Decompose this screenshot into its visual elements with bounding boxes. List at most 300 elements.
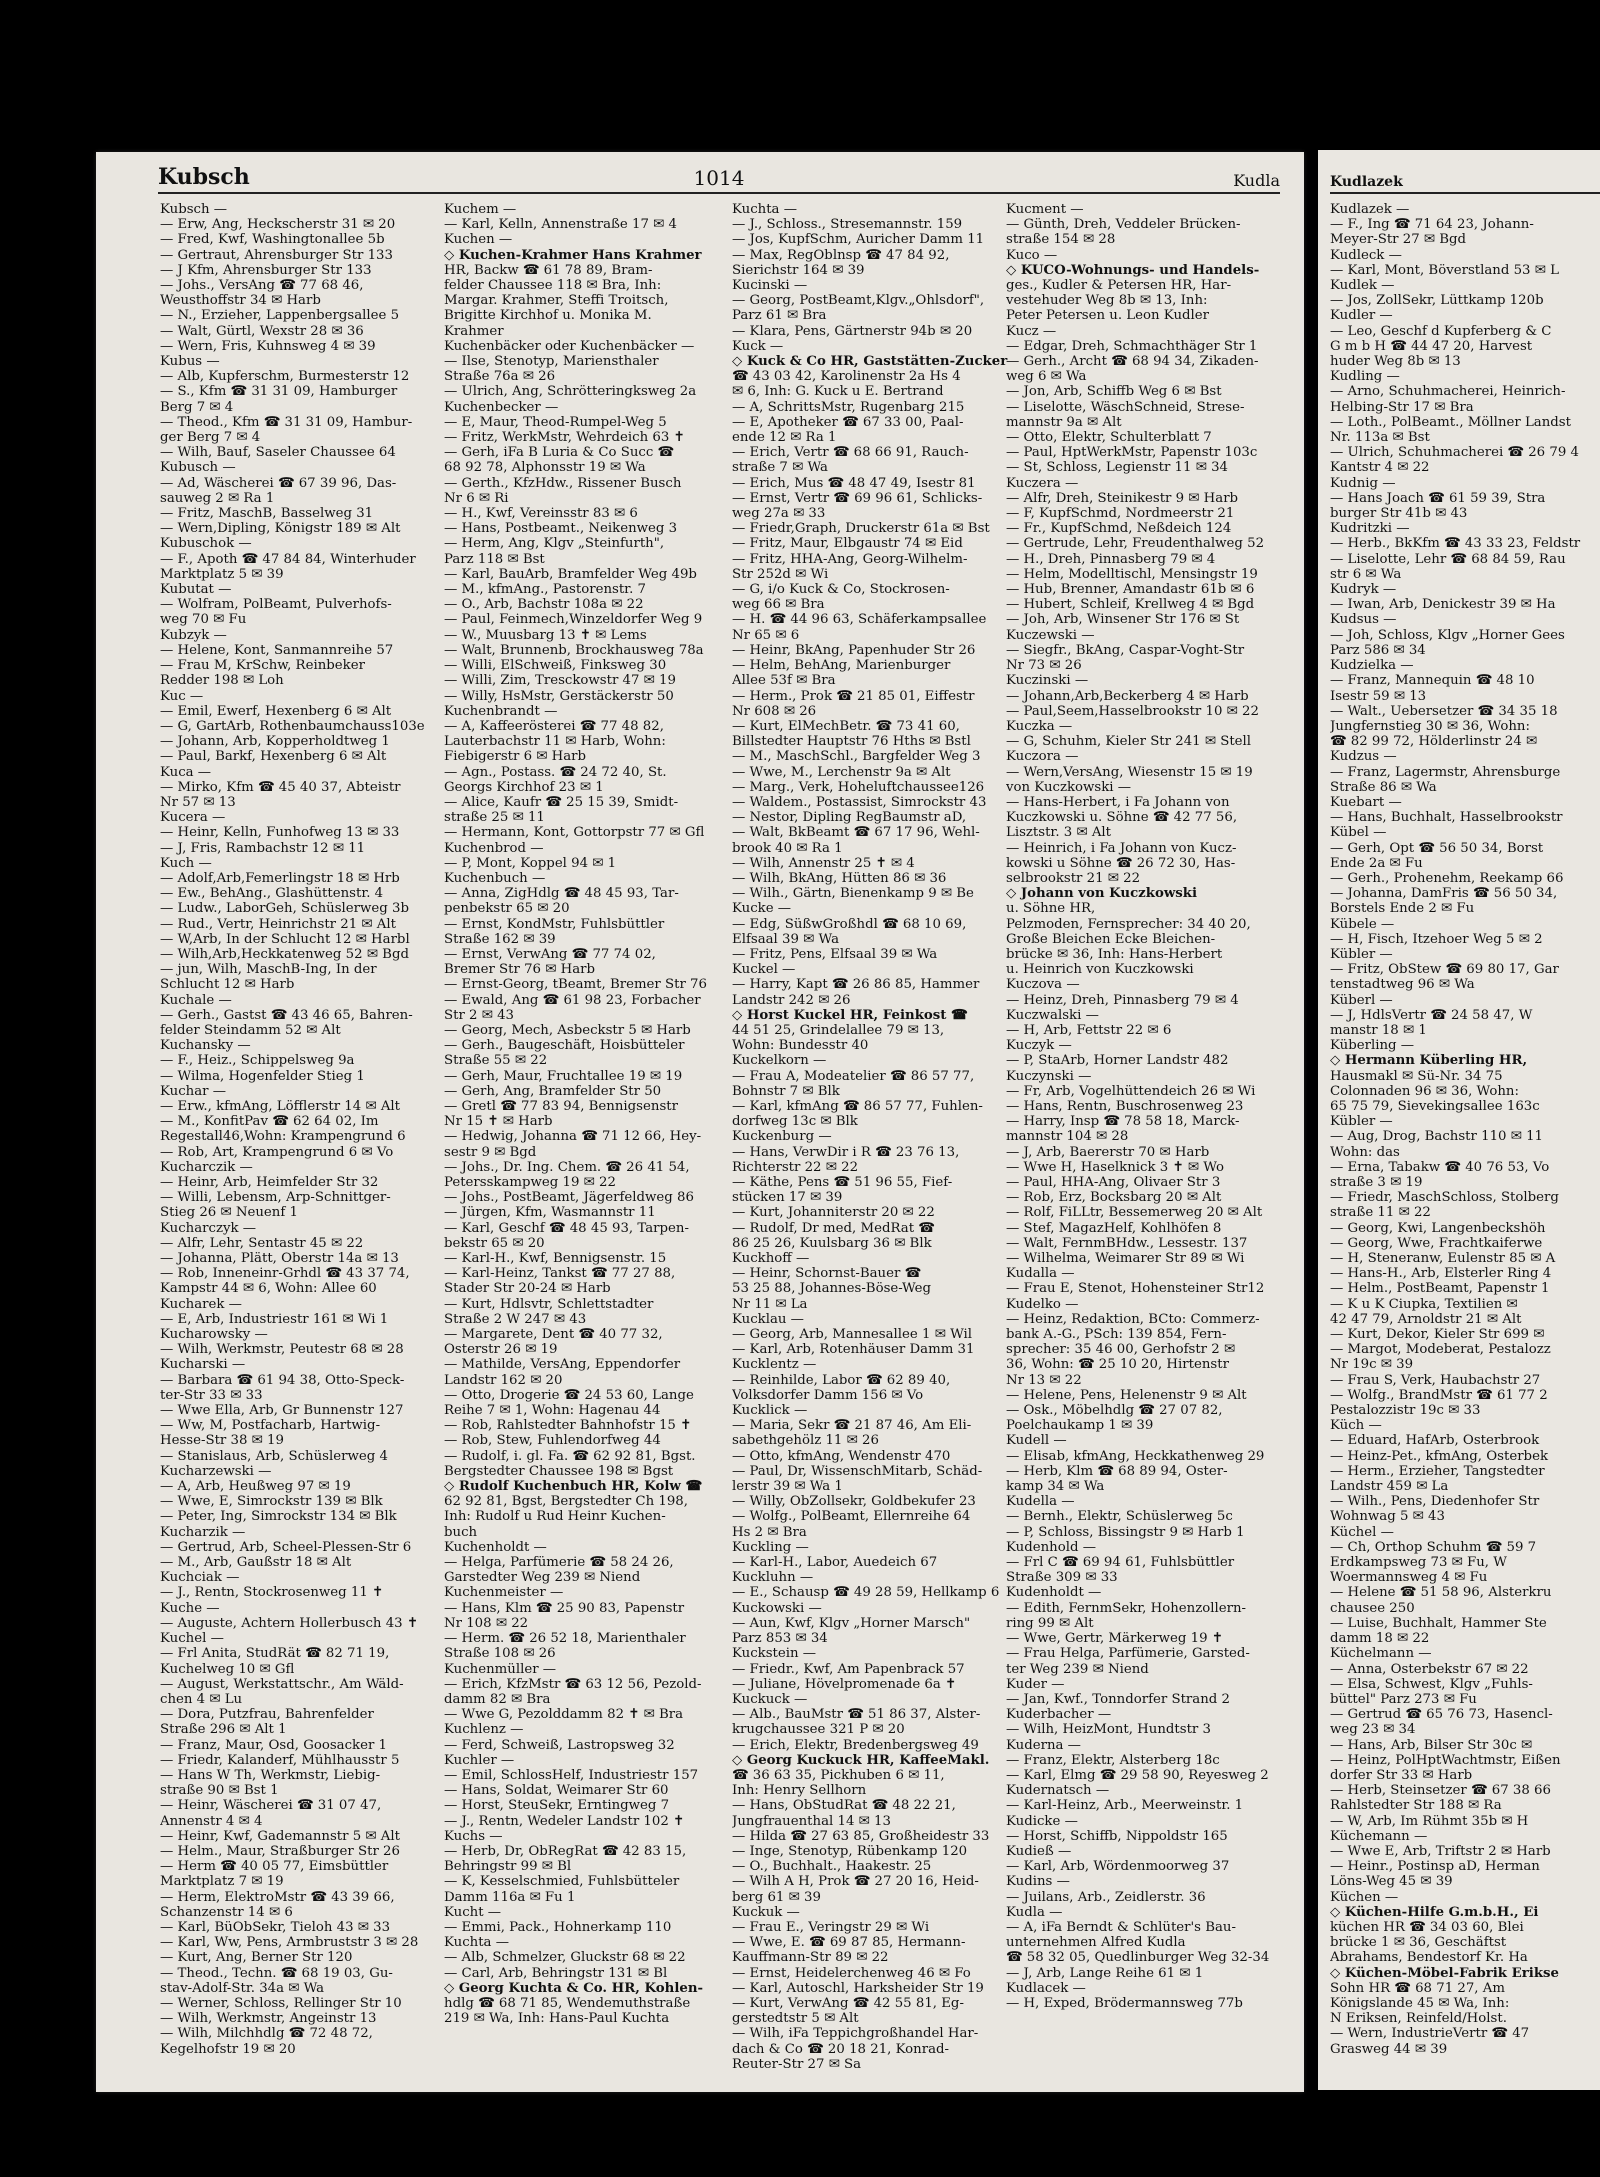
directory-entry-line: — Bernh., Elektr, Schüslerweg 5c [1006,1509,1233,1525]
directory-entry-line: Helbing-Str 17 ✉ Bra [1330,399,1474,415]
directory-entry-line: Berg 7 ✉ 4 [160,399,234,415]
directory-entry-line: — Ernst, KondMstr, Fuhlsbüttler [444,916,665,932]
directory-entry-line: — Paul, Dr, WissenschMitarb, Schäd- [732,1463,983,1479]
directory-entry-line: — Karl, Arb, Wördenmoorweg 37 [1006,1859,1230,1875]
directory-entry-line: Bremer Str 76 ✉ Harb [444,962,595,978]
directory-entry-line: Kubus — [160,354,220,370]
directory-entry-line: Pelzmoden, Fernsprecher: 34 40 20, [1006,916,1251,932]
directory-entry-line: — Georg, Mech, Asbeckstr 5 ✉ Harb [444,1022,691,1038]
directory-entry-line: Straße 55 ✉ 22 [444,1053,548,1069]
directory-entry-line: — Rudolf, i. gl. Fa. ☎ 62 92 81, Bgst. [444,1448,696,1464]
directory-entry-line: 42 47 79, Arnoldstr 21 ✉ Alt [1330,1311,1522,1327]
directory-entry-line: — Rob, Stew, Fuhlendorfweg 44 [444,1433,661,1449]
directory-entry-line: Kucera — [160,810,226,826]
directory-entry-line: — Eduard, HafArb, Osterbrook [1330,1433,1540,1449]
directory-entry-line: Kucklentz — [732,1357,817,1373]
directory-entry-line: — Willy, HsMstr, Gerstäckerstr 50 [444,688,674,704]
directory-entry-line: Kuckling — [732,1539,809,1555]
directory-entry-line: — Karl-Heinz, Arb., Meerweinstr. 1 [1006,1798,1244,1814]
directory-entry-line: Redder 198 ✉ Loh [160,673,284,689]
directory-entry-line: weg 27a ✉ 33 [732,506,826,522]
directory-entry-line: — Juilans, Arb., Zeidlerstr. 36 [1006,1889,1206,1905]
directory-entry-line: sabethgehölz 11 ✉ 26 [732,1433,879,1449]
directory-entry-line: ter Weg 239 ✉ Niend [1006,1661,1149,1677]
directory-entry-line: — Hubert, Schleif, Krellweg 4 ✉ Bgd [1006,597,1255,613]
directory-entry-line: — Willi, Lebensm, Arp-Schnittger- [160,1190,391,1206]
directory-entry-line: Kubzyk — [160,627,227,643]
directory-entry-line: Petersskampweg 19 ✉ 22 [444,1175,616,1190]
directory-entry-line: damm 18 ✉ 22 [1330,1631,1430,1647]
directory-entry-line: ◇ Horst Kuckel HR, Feinkost ☎ [732,1007,968,1023]
directory-entry-line: Kuchta — [732,202,798,217]
directory-entry-line: — H, Exped, Brödermannsweg 77b [1006,1995,1243,2011]
directory-entry-line: — Johanna, DamFris ☎ 56 50 34, [1330,886,1558,902]
directory-entry-line: — Peter, Ing, Simrockstr 134 ✉ Blk [160,1509,397,1525]
directory-entry-line: — Wolfg., BrandMstr ☎ 61 77 2 [1330,1387,1548,1403]
directory-entry-line: — E, Arb, Industriestr 161 ✉ Wi 1 [160,1311,389,1327]
directory-entry-line: Kuchta — [444,1935,510,1951]
directory-entry-line: — Wilh., Gärtn, Bienenkamp 9 ✉ Be [732,886,974,902]
directory-entry-line: — Georg, PostBeamt,Klgv.„Ohlsdorf", [732,293,985,309]
directory-entry-line: — Horst, Schiffb, Nippoldstr 165 [1006,1828,1228,1844]
directory-entry-line: — Wilh, HeizMont, Hundtstr 3 [1006,1722,1211,1738]
directory-entry-line: — Frl Anita, StudRät ☎ 82 71 19, [160,1646,390,1662]
directory-entry-line: — Hans, Arb, Bilser Str 30c ✉ [1330,1737,1533,1753]
directory-entry-line: — Wern, IndustrieVertr ☎ 47 [1330,2026,1530,2042]
directory-entry-line: Inh: Rudolf u Rud Heinr Kuchen- [444,1509,666,1525]
directory-entry-line: — Emmi, Pack., Hohnerkamp 110 [444,1919,672,1935]
directory-entry-line: — Max, RegOblnsp ☎ 47 84 92, [732,247,950,263]
directory-entry-line: Stader Str 20-24 ✉ Harb [444,1281,611,1297]
directory-entry-line: — Heinr, Wäscherei ☎ 31 07 47, [160,1798,382,1814]
directory-entry-line: Nr 11 ✉ La [732,1296,808,1312]
directory-entry-line: lerstr 39 ✉ Wa 1 [732,1479,843,1495]
directory-entry-line: Parz 61 ✉ Bra [732,308,827,324]
directory-entry-line: Kudlazek — [1330,202,1410,217]
directory-entry-line: — Hans, Klm ☎ 25 90 83, Papenstr [444,1600,685,1616]
directory-entry-line: — Helm, BehAng, Marienburger [732,658,951,674]
directory-entry-line: — Alb, Schmelzer, Gluckstr 68 ✉ 22 [444,1950,686,1966]
page-number: 1014 [693,166,745,190]
directory-entry-line: Kuchelweg 10 ✉ Gfl [160,1661,295,1677]
directory-entry-line: Reihe 7 ✉ 1, Wohn: Hagenau 44 [444,1403,661,1419]
directory-entry-line: — Georg, Wwe, Frachtkaiferwe [1330,1235,1543,1251]
directory-entry-line: — Rob, Inneneinr-Grhdl ☎ 43 37 74, [160,1266,410,1282]
directory-entry-line: — Heinz, Dreh, Pinnasberg 79 ✉ 4 [1006,992,1239,1008]
directory-entry-line: — Karl, Kelln, Annenstraße 17 ✉ 4 [444,217,677,233]
directory-entry-line: felder Steindamm 52 ✉ Alt [160,1022,341,1038]
directory-entry-line: Bohnstr 7 ✉ Blk [732,1083,840,1099]
directory-entry-line: Kucz — [1006,323,1057,339]
directory-entry-line: — Walt, Brunnenb, Brockhausweg 78a [444,642,704,658]
directory-entry-line: Kuckhoff — [732,1251,810,1267]
directory-entry-line: — Kurt, Ang, Berner Str 120 [160,1950,353,1966]
next-page-header [1330,162,1600,194]
directory-entry-line: Nr 19c ✉ 39 [1330,1357,1414,1373]
directory-entry-line: Nr. 113a ✉ Bst [1330,430,1430,446]
directory-entry-line: — Kurt, Dekor, Kieler Str 699 ✉ [1330,1327,1545,1343]
directory-entry-line: Kucharzik — [160,1524,246,1540]
directory-entry-line: Kudella — [1006,1494,1075,1510]
directory-entry-line: Kübel — [1330,825,1387,841]
directory-entry-line: — Mirko, Kfm ☎ 45 40 37, Abteistr [160,779,401,795]
directory-entry-line: — Wilh,Arb,Heckkatenweg 52 ✉ Bgd [160,946,409,962]
directory-entry-line: — Hermann, Kont, Gottorpstr 77 ✉ Gfl [444,825,705,841]
directory-entry-line: — Hans W Th, Werkmstr, Liebig- [160,1767,381,1783]
directory-entry-line: Kuchel — [160,1631,224,1647]
directory-entry-line: Straße 76a ✉ 26 [444,369,556,385]
directory-entry-line: — Rudolf, Dr med, MedRat ☎ [732,1220,935,1236]
directory-entry-line: straße 7 ✉ Wa [732,460,828,476]
directory-entry-line: brücke ✉ 36, Inh: Hans-Herbert [1006,946,1223,962]
directory-entry-line: 62 92 81, Bgst, Bergstedter Ch 198, [444,1494,688,1510]
directory-entry-line: — Gerh., Archt ☎ 68 94 34, Zikaden- [1006,354,1259,370]
directory-entry-line: — Karl, Mont, Böverstland 53 ✉ L [1330,262,1559,278]
directory-entry-line: — Gertrud, Arb, Scheel-Plessen-Str 6 [160,1539,412,1555]
directory-entry-line: ☎ 36 63 35, Pickhuben 6 ✉ 11, [732,1767,945,1783]
directory-entry-line: — Hub, Brenner, Amandastr 61b ✉ 6 [1006,582,1255,598]
directory-entry-line: Nr 108 ✉ 22 [444,1615,529,1631]
directory-entry-line: Nr 15 ✝ ✉ Harb [444,1114,553,1130]
directory-entry-line: — Karl, Autoschl, Harksheider Str 19 [732,1980,984,1996]
directory-entry-line: Str 252d ✉ Wi [732,566,829,582]
directory-entry-line: — Edgar, Dreh, Schmachthäger Str 1 [1006,338,1258,354]
directory-entry-line: Kauffmann-Str 89 ✉ 22 [732,1950,889,1966]
directory-entry-line: — Gerh, iFa B Luria & Co Succ ☎ [444,445,675,461]
directory-entry-line: Küchel — [1330,1524,1394,1540]
directory-entry-line: — Helene ☎ 51 58 96, Alsterkru [1330,1585,1552,1601]
directory-entry-line: — Gerth., KfzHdw., Rissener Busch [444,475,682,491]
directory-entry-line: Straße 162 ✉ 39 [444,931,556,947]
directory-entry-line: — A, iFa Berndt & Schlüter's Bau- [1006,1919,1236,1935]
directory-entry-line: — Johann, Arb, Kopperholdtweg 1 [160,734,390,750]
directory-entry-line: — August, Werkstattschr., Am Wäld- [160,1676,404,1692]
directory-entry-line: — Herm, ElektroMstr ☎ 43 39 66, [160,1889,395,1905]
directory-entry-line: — Liselotte, Lehr ☎ 68 84 59, Rau [1330,551,1566,567]
directory-entry-line: ger Berg 7 ✉ 4 [160,430,261,446]
directory-entry-line: — Hans, Soldat, Weimarer Str 60 [444,1783,669,1799]
directory-entry-line: stücken 17 ✉ 39 [732,1190,843,1206]
directory-entry-line: Kucment — [1006,202,1084,217]
directory-entry-line: Parz 853 ✉ 34 [732,1631,828,1647]
directory-entry-line: Kuckstein — [732,1646,817,1662]
directory-entry-line: — J., Rentn, Wedeler Landstr 102 ✝ [444,1813,685,1829]
directory-entry-line: Straße 2 W 247 ✉ 43 [444,1311,587,1327]
directory-entry-line: — Stef, MagazHelf, Kohlhöfen 8 [1006,1220,1222,1236]
directory-entry-line: brücke 1 ✉ 36, Geschäftst [1330,1935,1507,1951]
directory-entry-line: Kuchenbuch — [444,870,546,886]
directory-entry-line: — Herm., Prok ☎ 21 85 01, Eiffestr [732,688,975,704]
directory-entry-line: Elfsaal 39 ✉ Wa [732,931,839,947]
directory-entry-line: Kuckuck — [732,1691,808,1707]
directory-entry-line: Kudenholdt — [1006,1585,1102,1601]
directory-entry-line: — Alfr, Dreh, Steinikestr 9 ✉ Harb [1006,490,1239,506]
directory-entry-line: Wohn: das [1330,1144,1400,1160]
directory-entry-line: — Alb., BauMstr ☎ 51 86 37, Alster- [732,1707,981,1723]
directory-entry-line: Nr 73 ✉ 26 [1006,658,1082,674]
directory-entry-line: ◇ Georg Kuckuck HR, KaffeeMakl. [732,1752,990,1768]
directory-entry-line: Kuckelkorn — [732,1053,827,1069]
directory-entry-line: Straße 108 ✉ 26 [444,1646,556,1662]
directory-entry-line: Kudieß — [1006,1843,1072,1859]
directory-entry-line: — Fritz, MaschB, Basselweg 31 [160,506,374,522]
directory-entry-line: Kuder — [1006,1676,1065,1692]
directory-entry-line: — Hedwig, Johanna ☎ 71 12 66, Hey- [444,1129,702,1145]
directory-entry-line: — Willy, ObZollsekr, Goldbekufer 23 [732,1494,976,1510]
directory-entry-line: küchen HR ☎ 34 03 60, Blei [1330,1919,1524,1935]
directory-entry-line: Peter Petersen u. Leon Kudler [1006,308,1209,324]
directory-entry-line: 219 ✉ Wa, Inh: Hans-Paul Kuchta [444,2011,670,2027]
directory-entry-line: — Ernst, Heidelerchenweg 46 ✉ Fo [732,1965,971,1981]
directory-entry-line: Kucke — [732,901,792,917]
directory-entry-line: Kudins — [1006,1874,1070,1890]
directory-entry-line: — Kurt, Hdlsvtr, Schlettstadter [444,1296,654,1312]
directory-entry-line: — F., Apoth ☎ 47 84 84, Winterhuder [160,551,416,567]
directory-entry-line: — J, Arb, Lange Reihe 61 ✉ 1 [1006,1965,1204,1981]
directory-entry-line: — A, Kaffeerösterei ☎ 77 48 82, [444,718,664,734]
directory-entry-line: — H, Steneranw, Eulenstr 85 ✉ A [1330,1251,1556,1267]
directory-entry-line: Kubusch — [160,460,236,476]
directory-entry-line: — Fritz, HHA-Ang, Georg-Wilhelm- [732,551,968,567]
directory-entry-line: huder Weg 8b ✉ 13 [1330,354,1461,370]
directory-entry-line: Kuchs — [444,1828,503,1844]
directory-entry-line: — K, Kesselschmied, Fuhlsbütteler [444,1874,680,1890]
directory-entry-line: — Wolfg., PolBeamt, Ellernreihe 64 [732,1509,971,1525]
directory-entry-line: — Wilh, iFa Teppichgroßhandel Har- [732,2026,979,2042]
directory-entry-line: — Helga, Parfümerie ☎ 58 24 26, [444,1555,674,1571]
directory-entry-line: Nr 608 ✉ 26 [732,703,817,719]
directory-entry-line: G m b H ☎ 44 47 20, Harvest [1330,338,1533,354]
directory-entry-line: — Anna, Osterbekstr 67 ✉ 22 [1330,1661,1529,1677]
directory-entry-line: Kuckowski — [732,1600,822,1616]
directory-entry-line: Kudalla — [1006,1266,1075,1282]
directory-entry-line: Hesse-Str 38 ✉ 19 [160,1433,284,1449]
directory-entry-line: — E., Schausp ☎ 49 28 59, Hellkamp 6 [732,1585,1000,1601]
directory-entry-line: Kuczkowski u. Söhne ☎ 42 77 56, [1006,810,1238,826]
directory-entry-line: — Reinhilde, Labor ☎ 62 89 40, [732,1372,951,1388]
directory-entry-line: — Rob, Erz, Bocksbarg 20 ✉ Alt [1006,1190,1222,1206]
directory-entry-line: Kuchansky — [160,1038,251,1054]
directory-entry-line: Borstels Ende 2 ✉ Fu [1330,901,1475,917]
directory-entry-line: — Fr., KupfSchmd, Neßdeich 124 [1006,521,1232,537]
directory-entry-line: — Otto, Drogerie ☎ 24 53 60, Lange [444,1387,694,1403]
directory-entry-line: — M., Arb, Gaußstr 18 ✉ Alt [160,1555,352,1571]
directory-entry-line: — Loth., PolBeamt., Möllner Landst [1330,414,1571,430]
directory-entry-line: Nr 6 ✉ Ri [444,490,509,506]
directory-entry-line: Volksdorfer Damm 156 ✉ Vo [732,1387,924,1403]
directory-entry-line: Kucharek — [160,1296,242,1312]
directory-entry-line: — Johann,Arb,Beckerberg 4 ✉ Harb [1006,688,1249,704]
directory-entry-line: u. Heinrich von Kuczkowski [1006,962,1194,978]
directory-entry-line: Kuchenbrandt — [444,703,558,719]
directory-entry-line: buch [444,1524,478,1540]
directory-entry-line: — Karl, kfmAng ☎ 86 57 77, Fuhlen- [732,1098,983,1114]
directory-entry-line: Kuchenbecker — [444,399,559,415]
directory-entry-line: — Fr, Arb, Vogelhüttendeich 26 ✉ Wi [1006,1083,1256,1099]
directory-entry-line: — Ewald, Ang ☎ 61 98 23, Forbacher [444,992,701,1008]
directory-entry-line: HR, Backw ☎ 61 78 89, Bram- [444,262,653,278]
directory-entry-line: kamp 34 ✉ Wa [1006,1479,1105,1495]
directory-entry-line: weg 70 ✉ Fu [160,612,247,628]
directory-entry-line: — Heinrich, i Fa Johann von Kucz- [1006,840,1237,856]
directory-entry-line: — Frau Helga, Parfümerie, Garsted- [1006,1646,1250,1662]
directory-entry-line: u. Söhne HR, [1006,901,1096,917]
directory-entry-line: Pestalozzistr 19c ✉ 33 [1330,1403,1481,1419]
directory-entry-line: — Wwe, E, Simrockstr 139 ✉ Blk [160,1494,383,1510]
directory-entry-line: Kuckel — [732,962,796,978]
directory-entry-line: — Paul, HptWerkMstr, Papenstr 103c [1006,445,1258,461]
directory-entry-line: Kuckluhn — [732,1570,814,1586]
directory-entry-line: felder Chaussee 118 ✉ Bra, Inh: [444,278,662,294]
directory-entry-line: — Theod., Kfm ☎ 31 31 09, Hambur- [160,414,413,430]
directory-entry-line: — Carl, Arb, Behringstr 131 ✉ Bl [444,1965,668,1981]
directory-entry-line: — St, Schloss, Legienstr 11 ✉ 34 [1006,460,1228,476]
directory-entry-line: ☎ 82 99 72, Hölderlinstr 24 ✉ [1330,734,1538,750]
directory-entry-line: — Herm., Erzieher, Tangstedter [1330,1463,1545,1479]
directory-entry-line: — Iwan, Arb, Denickestr 39 ✉ Ha [1330,597,1556,613]
directory-entry-line: — Heinr., Postinsp aD, Herman [1330,1859,1540,1875]
directory-entry-line: — Arno, Schuhmacherei, Heinrich- [1330,384,1566,400]
directory-entry-line: — Waldem., Postassist, Simrockstr 43 [732,794,987,810]
directory-entry-line: — Fritz, Pens, Elfsaal 39 ✉ Wa [732,946,938,962]
directory-entry-line: krugchaussee 321 P ✉ 20 [732,1722,905,1738]
directory-entry-line: Kuchenbäcker oder Kuchenbäcker — [444,338,695,354]
directory-entry-line: — Wwe H, Haselknick 3 ✝ ✉ Wo [1006,1159,1224,1175]
directory-entry-line: ende 12 ✉ Ra 1 [732,430,837,446]
directory-entry-line: — Otto, kfmAng, Wendenstr 470 [732,1448,951,1464]
directory-entry-line: — J, Arb, Baererstr 70 ✉ Harb [1006,1144,1210,1160]
directory-entry-line: — Heinz-Pet., kfmAng, Osterbek [1330,1448,1548,1464]
directory-entry-line: damm 82 ✉ Bra [444,1691,551,1707]
directory-entry-line: Kantstr 4 ✉ 22 [1330,460,1430,476]
directory-entry-line: — J, Fris, Rambachstr 12 ✉ 11 [160,840,366,856]
directory-entry-line: Stieg 26 ✉ Neuenf 1 [160,1205,298,1221]
directory-entry-line: Parz 586 ✉ 34 [1330,642,1426,658]
directory-entry-line: Fiebigerstr 6 ✉ Harb [444,749,587,765]
directory-entry-line: — E, Maur, Theod-Rumpel-Weg 5 [444,414,667,430]
directory-entry-line: dorfweg 13c ✉ Blk [732,1114,858,1130]
directory-entry-line: — Gertraut, Ahrensburger Str 133 [160,247,393,263]
directory-entry-line: — Ulrich, Ang, Schrötteringksweg 2a [444,384,697,400]
directory-entry-line: Kuche — [160,1600,220,1616]
directory-entry-line: — F, KupfSchmd, Nordmeerstr 21 [1006,506,1235,522]
directory-entry-line: Kucklau — [732,1311,804,1327]
directory-entry-line: — Ernst, VerwAng ☎ 77 74 02, [444,946,656,962]
directory-entry-line: Kuckenburg — [732,1129,832,1145]
directory-entry-line: — Edith, FernmSekr, Hohenzollern- [1006,1600,1247,1616]
directory-entry-line: Kuchenholdt — [444,1539,547,1555]
directory-entry-line: Hausmakl ✉ Sü-Nr. 34 75 [1330,1068,1503,1084]
directory-entry-line: ◇ Johann von Kuczkowski [1006,886,1198,902]
directory-entry-line: Kubutat — [160,582,232,598]
directory-entry-line: Kuczera — [1006,475,1079,491]
directory-entry-line: — Ch, Orthop Schuhm ☎ 59 7 [1330,1539,1537,1555]
directory-entry-line: — S., Kfm ☎ 31 31 09, Hamburger [160,384,398,400]
directory-entry-line: Nr 13 ✉ 22 [1006,1372,1082,1388]
running-head-left: Kubsch [158,164,250,190]
directory-entry-line: — Franz, Mannequin ☎ 48 10 [1330,673,1535,689]
directory-entry-line: — Frau E., Veringstr 29 ✉ Wi [732,1919,930,1935]
directory-entry-line: — J., Schloss., Stresemannstr. 159 [732,217,963,233]
running-head-right: Kudla [1233,171,1280,190]
directory-entry-line: — Gerh., Prohenehm, Reekamp 66 [1330,870,1564,886]
directory-entry-line: — Friedr, MaschSchloss, Stolberg [1330,1190,1559,1206]
directory-entry-line: ☎ 58 32 05, Quedlinburger Weg 32-34 [1006,1950,1270,1966]
directory-entry-line: Kuebart — [1330,794,1402,810]
directory-entry-line: Allee 53f ✉ Bra [732,673,836,689]
directory-entry-line: — Wwe Ella, Arb, Gr Bunnenstr 127 [160,1403,404,1419]
directory-entry-line: — Harry, Insp ☎ 78 58 18, Marck- [1006,1114,1240,1130]
directory-entry-line: Abrahams, Bendestorf Kr. Ha [1330,1950,1528,1966]
directory-entry-line: Kucklick — [732,1403,808,1419]
directory-entry-line: Sohn HR ☎ 68 71 27, Am [1330,1980,1505,1996]
directory-entry-line: Damm 116a ✉ Fu 1 [444,1889,576,1905]
directory-entry-line: bank A.-G., PSch: 139 854, Fern- [1006,1327,1227,1343]
directory-entry-line: — Rob, Rahlstedter Bahnhofstr 15 ✝ [444,1418,692,1434]
directory-entry-line: Straße 296 ✉ Alt 1 [160,1722,287,1738]
directory-entry-line: Kuczwalski — [1006,1007,1099,1023]
directory-entry-line: — P, StaArb, Horner Landstr 482 [1006,1053,1229,1069]
directory-entry-line: tenstadtweg 96 ✉ Wa [1330,977,1475,993]
directory-entry-line: — Günth, Dreh, Veddeler Brücken- [1006,217,1241,233]
directory-entry-line: — Ew., BehAng., Glashüttenstr. 4 [160,886,384,902]
directory-entry-line: — Emil, SchlossHelf, Industriestr 157 [444,1767,699,1783]
directory-entry-line: Königslande 45 ✉ Wa, Inh: [1330,1995,1510,2011]
directory-entry-line: — Paul,Seem,Hasselbrookstr 10 ✉ 22 [1006,703,1259,719]
directory-entry-line: — F., Ing ☎ 71 64 23, Johann- [1330,217,1534,233]
directory-entry-line: Kudicke — [1006,1813,1078,1829]
directory-entry-line: — Heinr, Kwf, Gademannstr 5 ✉ Alt [160,1828,400,1844]
directory-entry-line: Kuc — [160,688,204,704]
directory-entry-line: — Rolf, FiLLtr, Bessemerweg 20 ✉ Alt [1006,1205,1263,1221]
directory-entry-line: — Hans, Rentn, Buschrosenweg 23 [1006,1098,1244,1114]
directory-entry-line: Kuch — [160,855,212,871]
directory-entry-line: Küberling — [1330,1038,1415,1054]
directory-entry-line: Straße 86 ✉ Wa [1330,779,1437,795]
directory-entry-line: — Hans-H., Arb, Elsterler Ring 4 [1330,1266,1552,1282]
directory-entry-line: ◇ Küchen-Möbel-Fabrik Erikse [1330,1965,1559,1981]
directory-entry-line: 65 75 79, Sievekingsallee 163c [1330,1098,1540,1114]
directory-entry-line: Kuczewski — [1006,627,1095,643]
directory-entry-line: — Ernst-Georg, tBeamt, Bremer Str 76 [444,977,707,993]
directory-entry-line: — Frau M, KrSchw, Reinbeker [160,658,365,674]
directory-entry-line: Krahmer [444,323,504,339]
directory-entry-line: — Adolf,Arb,Femerlingstr 18 ✉ Hrb [160,870,400,886]
directory-entry-line: 68 92 78, Alphonsstr 19 ✉ Wa [444,460,646,476]
directory-entry-line: — K u K Ciupka, Textilien ✉ [1330,1296,1518,1312]
directory-entry-line: — H. ☎ 44 96 63, Schäferkampsallee [732,612,987,628]
directory-entry-line: — A, SchrittsMstr, Rugenbarg 215 [732,399,965,415]
directory-entry-line: — Gertrude, Lehr, Freudenthalweg 52 [1006,536,1265,552]
directory-entry-line: — Luise, Buchhalt, Hammer Ste [1330,1615,1547,1631]
directory-entry-line: — Marg., Verk, Hoheluftchaussee126 [732,779,985,795]
directory-entry-line: straße 154 ✉ 28 [1006,232,1116,248]
directory-entry-line: — G, Schuhm, Kieler Str 241 ✉ Stell [1006,734,1252,750]
directory-entry-line: — Heinr, Arb, Heimfelder Str 32 [160,1175,379,1190]
directory-entry-line: dorfer Str 33 ✉ Harb [1330,1767,1473,1783]
directory-entry-line: Kudernatsch — [1006,1783,1110,1799]
directory-entry-line: stav-Adolf-Str. 34a ✉ Wa [160,1980,325,1996]
directory-entry-line: — Aun, Kwf, Klgv „Horner Marsch" [732,1615,971,1631]
directory-entry-line: — Frau A, Modeatelier ☎ 86 57 77, [732,1068,975,1084]
directory-entry-line: straße 90 ✉ Bst 1 [160,1783,279,1799]
directory-entry-line: Kübler — [1330,1114,1393,1130]
directory-entry-line: Kuczora — [1006,749,1079,765]
directory-entry-line: — Dora, Putzfrau, Bahrenfelder [160,1707,374,1723]
directory-entry-line: — Elisab, kfmAng, Heckkathenweg 29 [1006,1448,1265,1464]
directory-entry-line: — Wilhelma, Weimarer Str 89 ✉ Wi [1006,1251,1245,1267]
directory-entry-line: — Erw., kfmAng, Löfflerstr 14 ✉ Alt [160,1098,401,1114]
